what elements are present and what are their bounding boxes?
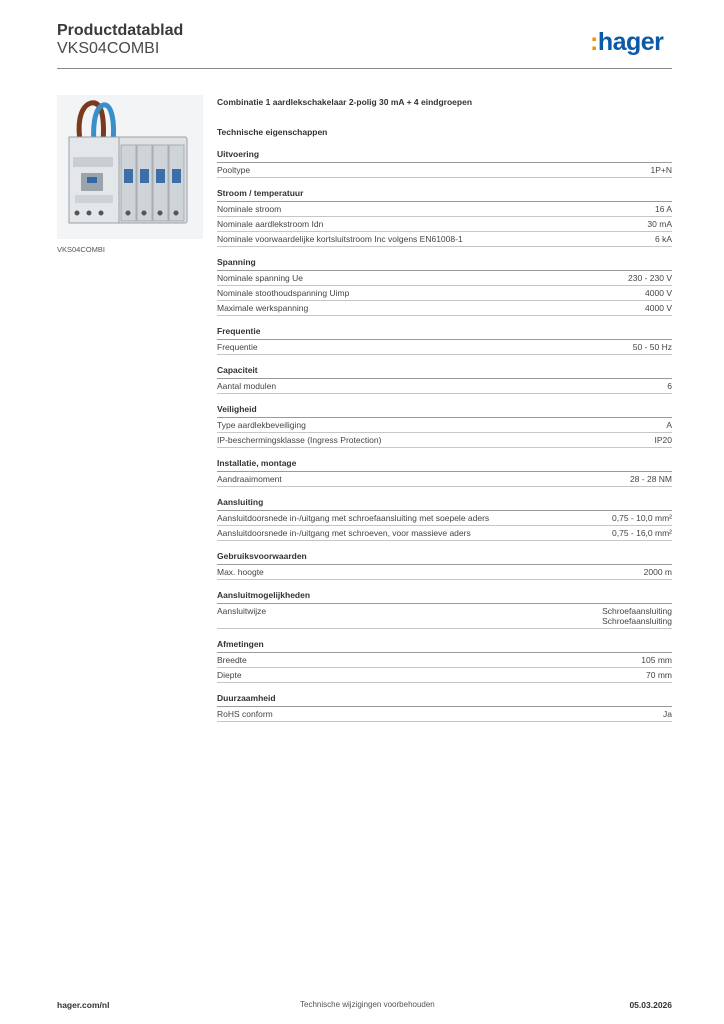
spec-row <box>217 433 672 448</box>
spec-section <box>217 326 672 355</box>
spec-value: 6 <box>667 381 672 391</box>
header-divider <box>57 68 672 69</box>
spec-section-title: Gebruiksvoorwaarden <box>217 551 672 565</box>
spec-section <box>217 404 672 448</box>
spec-row <box>217 472 672 487</box>
footer-website: hager.com/nl <box>57 1000 110 1010</box>
spec-value: Ja <box>663 709 672 719</box>
spec-section-title: Veiligheid <box>217 404 672 418</box>
page-title: Productdatablad <box>57 22 184 39</box>
spec-section <box>217 149 672 178</box>
spec-label: Frequentie <box>217 342 258 352</box>
spec-label: Aantal modulen <box>217 381 277 391</box>
spec-section-title: Frequentie <box>217 326 672 340</box>
spec-section <box>217 365 672 394</box>
spec-value: 230 - 230 V <box>628 273 672 283</box>
spec-section-title: Aansluitmogelijkheden <box>217 590 672 604</box>
spec-label: Aansluitdoorsnede in-/uitgang met schroeven, voor massieve aders <box>217 528 471 538</box>
spec-section <box>217 639 672 683</box>
spec-label: Pooltype <box>217 165 251 175</box>
spec-label: RoHS conform <box>217 709 273 719</box>
spec-section <box>217 497 672 541</box>
spec-value: 0,75 - 16,0 mm² <box>612 528 672 538</box>
product-code: VKS04COMBI <box>57 40 160 57</box>
spec-label: Nominale stroom <box>217 204 282 214</box>
spec-row <box>217 565 672 580</box>
footer-notice: Technische wijzigingen voorbehouden <box>300 1000 435 1009</box>
spec-section <box>217 590 672 629</box>
spec-label: Diepte <box>217 670 242 680</box>
spec-row <box>217 286 672 301</box>
hager-logo <box>590 28 663 57</box>
product-image <box>57 95 203 239</box>
spec-section <box>217 188 672 247</box>
spec-value: IP20 <box>654 435 672 445</box>
spec-value: 2000 m <box>643 567 672 577</box>
spec-section-title: Capaciteit <box>217 365 672 379</box>
spec-row <box>217 511 672 526</box>
spec-value: 28 - 28 NM <box>629 474 672 484</box>
logo-text: hager <box>597 28 664 56</box>
spec-section-title: Stroom / temperatuur <box>217 188 672 202</box>
spec-section <box>217 551 672 580</box>
spec-content <box>217 97 672 722</box>
spec-value: Schroefaansluiting Schroefaansluiting <box>602 606 672 626</box>
spec-label: Nominale voorwaardelijke kortsluitstroom Inc volgens EN61008-1 <box>217 234 463 244</box>
spec-value: 50 - 50 Hz <box>632 342 672 352</box>
spec-value: 6 kA <box>654 234 672 244</box>
spec-row <box>217 271 672 286</box>
spec-section-title: Aansluiting <box>217 497 672 511</box>
spec-row <box>217 707 672 722</box>
spec-row <box>217 668 672 683</box>
spec-section-title: Installatie, montage <box>217 458 672 472</box>
tech-properties-heading: Technische eigenschappen <box>217 127 328 137</box>
product-image-caption: VKS04COMBI <box>57 245 105 254</box>
spec-value: 16 A <box>654 204 672 214</box>
spec-section-title: Uitvoering <box>217 149 672 163</box>
spec-label: Breedte <box>217 655 247 665</box>
spec-row <box>217 340 672 355</box>
spec-row <box>217 202 672 217</box>
spec-value: 30 mA <box>647 219 672 229</box>
spec-value: 1P+N <box>650 165 672 175</box>
spec-row <box>217 418 672 433</box>
spec-label: Maximale werkspanning <box>217 303 309 313</box>
footer-date: 05.03.2026 <box>629 1000 672 1010</box>
spec-label: Aansluitdoorsnede in-/uitgang met schroefaansluiting met soepele aders <box>217 513 490 523</box>
spec-label: Nominale spanning Ue <box>217 273 303 283</box>
spec-section <box>217 693 672 722</box>
spec-sections <box>217 149 672 722</box>
spec-label: Max. hoogte <box>217 567 264 577</box>
spec-label: IP-beschermingsklasse (Ingress Protection) <box>217 435 382 445</box>
product-description: Combinatie 1 aardlekschakelaar 2-polig 30 mA + 4 eindgroepen <box>217 97 473 107</box>
spec-row <box>217 379 672 394</box>
spec-row <box>217 653 672 668</box>
spec-value: A <box>666 420 672 430</box>
spec-row <box>217 217 672 232</box>
spec-row <box>217 301 672 316</box>
spec-value: 70 mm <box>646 670 672 680</box>
spec-value: 4000 V <box>645 288 672 298</box>
spec-value: 105 mm <box>641 655 672 665</box>
spec-label: Type aardlekbeveiliging <box>217 420 306 430</box>
spec-section <box>217 257 672 316</box>
spec-section-title: Spanning <box>217 257 672 271</box>
spec-label: Nominale stoothoudspanning Uimp <box>217 288 350 298</box>
spec-section-title: Duurzaamheid <box>217 693 672 707</box>
spec-label: Aandraaimoment <box>217 474 282 484</box>
spec-row <box>217 232 672 247</box>
spec-section <box>217 458 672 487</box>
spec-row <box>217 163 672 178</box>
spec-row <box>217 526 672 541</box>
spec-label: Nominale aardlekstroom Idn <box>217 219 324 229</box>
logo-colon-icon: : <box>590 28 598 56</box>
spec-value: 0,75 - 10,0 mm² <box>612 513 672 523</box>
spec-section-title: Afmetingen <box>217 639 672 653</box>
spec-row <box>217 604 672 629</box>
spec-value: 4000 V <box>645 303 672 313</box>
spec-label: Aansluitwijze <box>217 606 267 616</box>
